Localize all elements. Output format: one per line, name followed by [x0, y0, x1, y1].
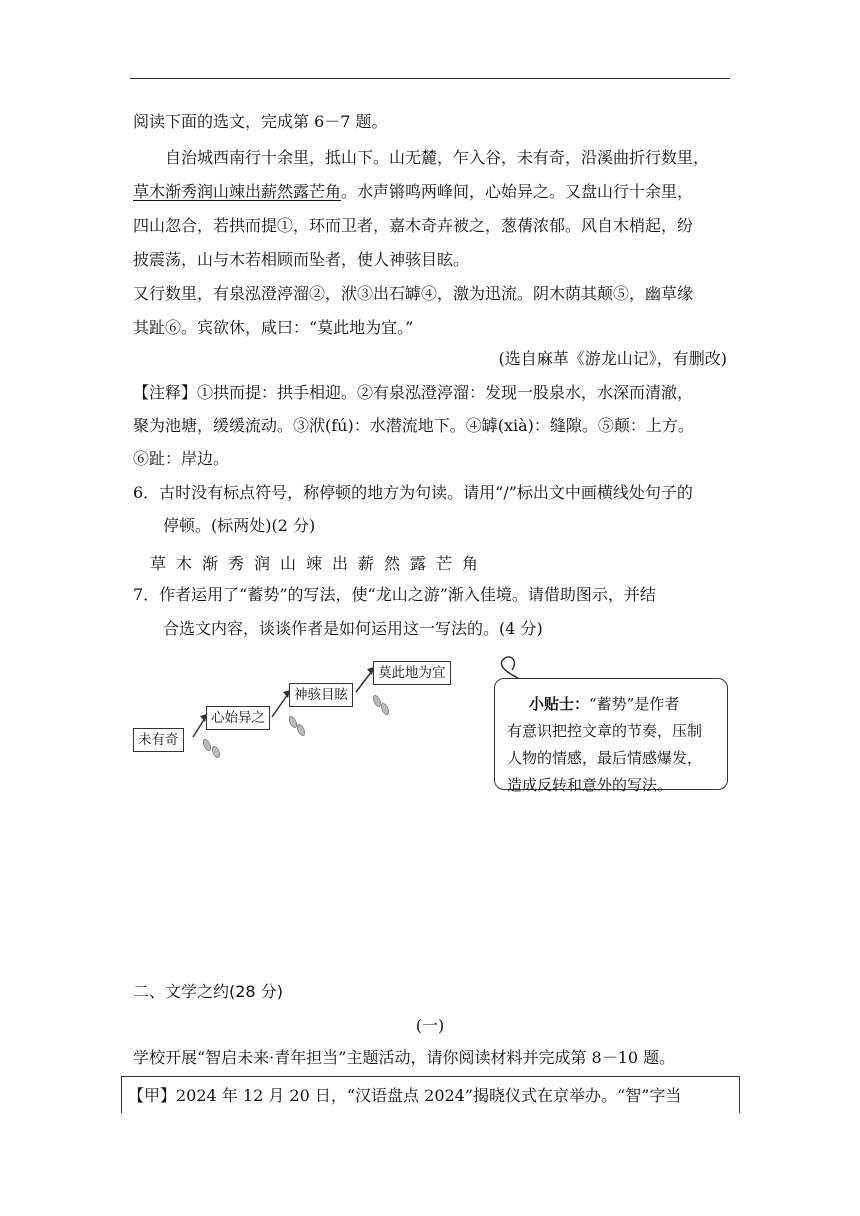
- passage-line: 其趾⑥。宾欲休，咸曰：“莫此地为宜。”: [133, 318, 414, 337]
- passage-line: 四山忽合，若拱而提①，环而卫者，嘉木奇卉被之，葱蒨浓郁。风自木梢起，纷: [133, 216, 694, 235]
- tip-line: 有意识把控文章的节奏，压制: [507, 722, 703, 740]
- passage-line: 自治城西南行十余里，抵山下。山无麓，乍入谷，未有奇，沿溪曲折行数里，: [165, 148, 710, 167]
- material-a: 【甲】2024 年 12 月 20 日，“汉语盘点 2024”揭晓仪式在京举办。“智”字当: [128, 1086, 682, 1105]
- sentence-char: 竦: [306, 554, 323, 573]
- step-box: 神骇目眩: [289, 683, 353, 707]
- notes-line: 【注释】①拱而提：拱手相迎。②有泉泓澄渟溜：发现一股泉水，水深而清澈，: [133, 383, 694, 402]
- bubble-tail: [501, 657, 520, 679]
- tip-line: 造成反转和意外的写法。: [507, 776, 673, 794]
- section-heading: 二、文学之约(28 分): [133, 982, 283, 1001]
- passage-line: 披震荡，山与木若相顾而坠者，使人神骇目眩。: [133, 250, 470, 269]
- notes-line: ⑥趾：岸边。: [133, 449, 230, 468]
- sentence-char: 秀: [228, 554, 245, 573]
- sentence-char: 出: [332, 554, 349, 573]
- sentence-char: 木: [176, 554, 193, 573]
- tip-text: [507, 691, 723, 799]
- tip-label: 小贴士：: [529, 695, 590, 713]
- question-6: 6．古时没有标点符号，称停顿的地方为句读。请用“/”标出文中画横线处句子的: [133, 483, 693, 502]
- sentence-char: 芒: [436, 554, 453, 573]
- sentence-char: 然: [384, 554, 401, 573]
- arrow: [272, 694, 288, 717]
- notes-line: 聚为池塘，缓缓流动。③洑(fú)：水潜流地下。④罅(xià)：缝隙。⑤颠：上方。: [133, 416, 694, 435]
- passage-line: 又行数里，有泉泓澄渟溜②，洑③出石罅④，激为迅流。阴木荫其颠⑤，幽草缘: [133, 284, 694, 303]
- step-box: 莫此地为宜: [373, 661, 451, 685]
- step-box: 未有奇: [133, 728, 184, 752]
- arrow: [193, 718, 205, 737]
- arrow: [356, 671, 372, 692]
- reading-instruction: 阅读下面的选文，完成第 6－7 题。: [133, 112, 388, 131]
- sentence-char: 角: [462, 554, 479, 573]
- question-7-cont: 合选文内容，谈谈作者是如何运用这一写法的。(4 分): [163, 619, 543, 638]
- tip-line: “蓄势”是作者: [589, 695, 680, 713]
- passage-text: 。水声锵鸣两峰间，心始异之。又盘山行十余里，: [341, 182, 694, 201]
- sentence-char: 露: [410, 554, 427, 573]
- sentence-char: 润: [254, 554, 271, 573]
- sentence-char: 薪: [358, 554, 375, 573]
- sentence-char: 草: [150, 554, 167, 573]
- question-6-cont: 停顿。(标两处)(2 分): [163, 516, 316, 535]
- passage-source: (选自麻革《游龙山记》，有删改): [498, 349, 727, 368]
- underlined-sentence: 草木渐秀润山竦出薪然露芒角: [133, 182, 342, 201]
- subsection-title: (一): [415, 1016, 445, 1035]
- sentence-char: 渐: [202, 554, 219, 573]
- section-intro: 学校开展“智启未来·青年担当”主题活动，请你阅读材料并完成第 8－10 题。: [133, 1048, 676, 1067]
- tip-line: 人物的情感，最后情感爆发，: [507, 749, 703, 767]
- question-7: 7．作者运用了“蓄势”的写法，使“龙山之游”渐入佳境。请借助图示，并结: [133, 585, 656, 604]
- sentence-char: 山: [280, 554, 297, 573]
- step-box: 心始异之: [206, 706, 270, 730]
